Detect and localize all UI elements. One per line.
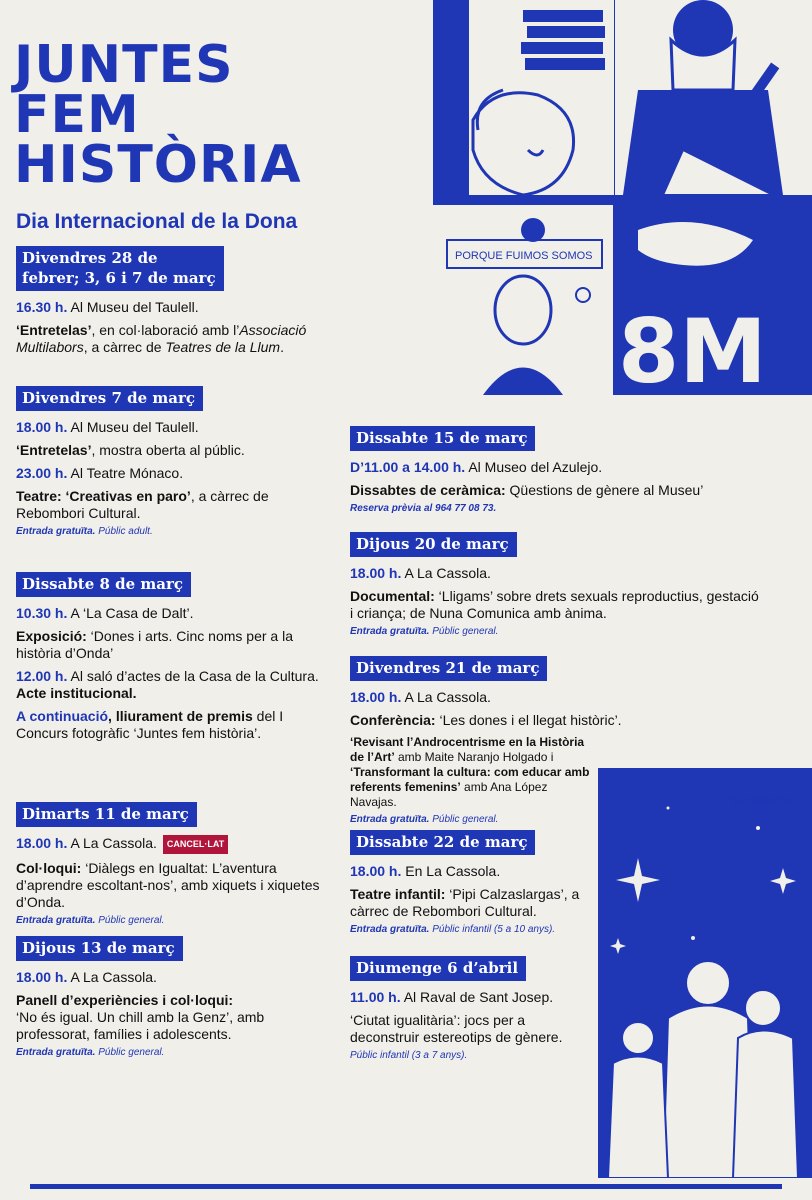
event-description: A continuació, lliurament de premis del I Concurs fotogràfic ‘Juntes fem història’. [16,708,284,741]
event-time-place: 18.00 h. A La Cassola. [350,565,491,581]
event-note: Entrada gratuïta. Públic general. [16,1047,165,1058]
event-description: Panell d’experiències i col·loqui: ‘No és igual. Un chill amb la Genz’, amb professorat, famílies i adolescents. [16,992,265,1042]
event-date-header: Dimarts 11 de març [16,802,197,827]
event-description: Teatre: ‘Creativas en paro’, a càrrec de Rebombori Cultural. [16,488,269,521]
illustration-family-stars [598,768,812,1178]
cancelled-badge: CANCEL·LAT [163,835,228,854]
event-date-header: Dijous 20 de març [350,532,517,557]
event-description: Col·loqui: ‘Diàlegs en Igualtat: L’aventura d’aprendre escoltant-nos’, amb xiquets i xiquetes d’Onda. [16,860,320,910]
event-15-marc [350,426,704,514]
logo-line-2: Onda [726,805,770,824]
title-line-1: JUNTES [14,35,234,95]
event-description: Documental: ‘Lligams’ sobre drets sexuals reproductius, gestació i criança; de Nuna Comunica amb ànima. [350,588,759,621]
poster-subtitle: Dia Internacional de la Dona [16,210,298,233]
event-6-abril [350,956,590,1061]
event-note: Públic infantil (3 a 7 anys). [350,1050,468,1061]
event-note: Entrada gratuïta. Públic general. [350,626,499,637]
event-time-place: 10.30 h. A ‘La Casa de Dalt’. [16,605,194,621]
event-8-marc [16,572,336,748]
event-note: Reserva prèvia al 964 77 08 73. [350,503,497,514]
banner-text: PORQUE FUIMOS SOMOS [455,250,593,262]
event-time-place: 18.00 h. Al Museu del Taulell. [16,419,199,435]
event-date-header: Diumenge 6 d’abril [350,956,526,981]
illustration-women-tiles [433,0,812,395]
event-note: Entrada gratuïta. Públic infantil (5 a 10 anys). [350,924,556,935]
title-line-2: FEM [14,85,140,145]
bottom-divider [30,1184,782,1189]
event-7-marc [16,386,336,537]
event-time-place: 11.00 h. Al Raval de Sant Josep. [350,989,554,1005]
event-date-header: Dissabte 15 de març [350,426,535,451]
event-note: Entrada gratuïta. Públic general. [350,814,499,825]
event-description: Dissabtes de ceràmica: Qüestions de gènere al Museu’ [350,482,704,498]
badge-8m: 8M [618,300,767,395]
event-time-place: 18.00 h. A La Cassola. CANCEL·LAT [16,835,336,854]
event-note: Entrada gratuïta. Públic general. [16,915,165,926]
event-28-feb [16,246,336,362]
event-11-marc [16,802,336,926]
event-time-place: 18.00 h. En La Cassola. [350,863,501,879]
title-line-3: HISTÒRIA [14,135,302,195]
illustration-top [433,0,812,395]
event-date-header: Dijous 13 de març [16,936,183,961]
event-description: Teatre infantil: ‘Pipi Calzaslargas’, a càrrec de Rebombori Cultural. [350,886,580,919]
event-date-header: Dissabte 22 de març [350,830,535,855]
event-time-place: 16.30 h. Al Museu del Taulell. [16,299,199,315]
event-description: ‘Ciutat igualitària’: jocs per a deconstruir estereotips de gènere. [350,1012,563,1045]
event-date-header: Dissabte 8 de març [16,572,191,597]
event-13-marc [16,936,336,1058]
event-time-place: 12.00 h. Al saló d’actes de la Casa de la Cultura. Acte institucional. [16,668,319,701]
event-time-place: 23.00 h. Al Teatre Mónaco. [16,465,184,481]
event-22-marc [350,830,590,935]
event-date-header: Divendres 21 de març [350,656,547,681]
event-talks: ‘Revisant l’Androcentrisme en la Història de l’Art’ amb Maite Naranjo Holgado i ‘Transformant la cultura: com educar amb referents femenins’ amb Ana López Navajas. [350,735,590,809]
illustration-bottom [598,768,812,1178]
event-description: ‘Entretelas’, mostra oberta al públic. [16,442,245,458]
coat-of-arms-icon [700,792,720,818]
event-description: ‘Entretelas’, en col·laboració amb l’Associació Multilabors, a càrrec de Teatres de la Llum. [16,322,307,355]
event-note: Entrada gratuïta. Públic adult. [16,526,153,537]
event-21-marc [350,656,660,825]
logo-line-1: Ajuntament [726,792,792,807]
event-description: Conferència: ‘Les dones i el llegat històric’. [350,712,622,728]
event-date-header: Divendres 28 de febrer; 3, 6 i 7 de març [16,246,224,291]
event-date-header: Divendres 7 de març [16,386,203,411]
ajuntament-onda-logo [700,788,810,828]
poster-title [14,35,302,195]
event-description: Exposició: ‘Dones i arts. Cinc noms per a la història d’Onda’ [16,628,293,661]
event-time-place: D’11.00 a 14.00 h. Al Museo del Azulejo. [350,459,603,475]
event-20-marc [350,532,770,637]
event-time-place: 18.00 h. A La Cassola. [16,969,157,985]
event-time-place: 18.00 h. A La Cassola. [350,689,491,705]
